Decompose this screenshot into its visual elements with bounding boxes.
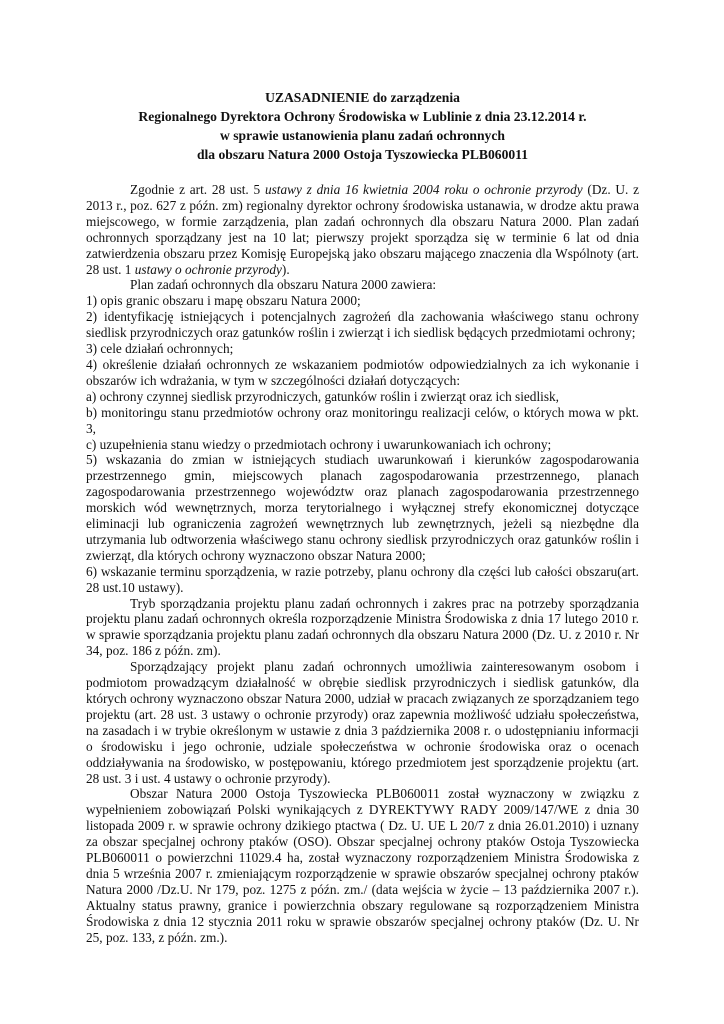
p1-text-e: ). bbox=[281, 261, 290, 277]
title-line-3: w sprawie ustanowienia planu zadań ochronnych bbox=[220, 128, 505, 143]
document-body bbox=[86, 182, 639, 946]
paragraph-procedure: Tryb sporządzania projektu planu zadań ochronnych i zakres prac na potrzeby sporządzania projektu planu zadań ochronnych określa rozporządzenie Ministra Środowiska z dnia 17 lutego 2010 r. w sprawie sporządzania projektu planu zadań ochronnych dla obszaru Natura 2000 (Dz. U. z 2010 r. Nr 34, poz. 186 z późn. zm). bbox=[86, 595, 639, 659]
p1-text-c: (Dz. U. z 2013 r., poz. 627 z późn. zm) regionalny dyrektor ochrony środowiska ustanawia, w drodze aktu prawa miejscowego, w formie zarządzenia, plan zadań ochronnych dla obszaru Natura 2000. Plan zadań ochronnych sporządzany jest na 10 lat; pierwszy projekt sporządza się w terminie 6 lat od dnia zatwierdzenia obszaru przez Komisję Europejską jako obszaru mającego znaczenia dla Wspólnoty (art. 28 ust. 1 bbox=[86, 182, 640, 277]
title-line-1: UZASADNIENIE do zarządzenia bbox=[265, 90, 460, 105]
paragraph-legal-basis bbox=[86, 182, 639, 277]
list-item-2: 2) identyfikację istniejących i potencjalnych zagrożeń dla zachowania właściwego stanu ochrony siedlisk przyrodniczych oraz gatunków roślin i zwierząt i ich siedlisk będących przedmiotami ochrony; bbox=[86, 309, 639, 341]
list-item-4b: b) monitoringu stanu przedmiotów ochrony oraz monitoringu realizacji celów, o których mowa w pkt. 3, bbox=[86, 404, 639, 436]
list-item-4c: c) uzupełnienia stanu wiedzy o przedmiotach ochrony i uwarunkowaniach ich ochrony; bbox=[86, 436, 552, 452]
paragraph-plan-contents: Plan zadań ochronnych dla obszaru Natura 2000 zawiera: bbox=[130, 277, 437, 293]
paragraph-area-status: Obszar Natura 2000 Ostoja Tyszowiecka PLB060011 został wyznaczony w związku z wypełnieniem zobowiązań Polski wynikających z DYREKTYWY RADY 2009/147/WE z dnia 30 listopada 2009 r. w sprawie ochrony dzikiego ptactwa ( Dz. U. UE L 20/7 z dnia 26.01.2010) i uznany za obszar specjalnej ochrony ptaków (OSO). Obszar specjalnej ochrony ptaków Ostoja Tyszowiecka PLB060011 o powierzchni 11029.4 ha, został wyznaczony rozporządzeniem Ministra Środowiska z dnia 5 września 2007 r. zmieniającym rozporządzenie w sprawie obszarów specjalnej ochrony ptaków Natura 2000 /Dz.U. Nr 179, poz. 1275 z późn. zm./ (data wejścia w życie – 13 października 2007 r.). Aktualny status prawny, granice i powierzchnia obszary regulowane są rozporządzeniem Ministra Środowiska z dnia 12 stycznia 2011 roku w sprawie obszarów specjalnej ochrony ptaków (Dz. U. Nr 25, poz. 133, z późn. zm.). bbox=[86, 786, 639, 945]
paragraph-participation: Sporządzający projekt planu zadań ochronnych umożliwia zainteresowanym osobom i podmiotom prowadzącym działalność w obrębie siedlisk przyrodniczych i siedlisk gatunków, dla których ochrony wyznaczono obszar Natura 2000, udział w pracach związanych ze sporządzaniem tego projektu (art. 28 ust. 3 ustawy o ochronie przyrody) oraz zapewnia możliwość udziału społeczeństwa, na zasadach i w trybie określonym w ustawie z dnia 3 października 2008 r. o udostępnianiu informacji o środowisku i jego ochronie, udziale społeczeństwa w ochronie środowiska oraz o ocenach oddziaływania na środowisko, w postępowaniu, którego przedmiotem jest sporządzenie projektu (art. 28 ust. 3 i ust. 4 ustawy o ochronie przyrody). bbox=[86, 659, 639, 786]
list-item-4: 4) określenie działań ochronnych ze wskazaniem podmiotów odpowiedzialnych za ich wykonanie i obszarów ich wdrażania, w tym w szczególności działań dotyczących: bbox=[86, 356, 639, 388]
list-item-5: 5) wskazania do zmian w istniejących studiach uwarunkowań i kierunków zagospodarowania przestrzennego gmin, miejscowych planach zagospodarowania przestrzennego, planach zagospodarowania przestrzennego województw oraz planach zagospodarowania przestrzennego morskich wód wewnętrznych, morza terytorialnego i wyłącznej strefy ekonomicznej dotyczące eliminacji lub ograniczenia zagrożeń wewnętrznych lub zewnętrznych, jeżeli są niezbędne dla utrzymania lub odtworzenia właściwego stanu ochrony siedlisk przyrodniczych oraz gatunków roślin i zwierząt, dla których ochrony wyznaczono obszar Natura 2000; bbox=[86, 452, 639, 563]
list-item-4a: a) ochrony czynnej siedlisk przyrodniczych, gatunków roślin i zwierząt oraz ich siedlisk, bbox=[86, 388, 559, 404]
p1-text-a: Zgodnie z art. 28 ust. 5 bbox=[130, 182, 265, 197]
document-title bbox=[86, 88, 639, 164]
p1-act-short: ustawy o ochronie przyrody bbox=[134, 261, 282, 277]
title-line-2: Regionalnego Dyrektora Ochrony Środowiska w Lublinie z dnia 23.12.2014 r. bbox=[138, 109, 587, 124]
p1-act-title: ustawy z dnia 16 kwietnia 2004 roku o ochronie przyrody bbox=[264, 182, 583, 197]
list-item-6: 6) wskazanie terminu sporządzenia, w razie potrzeby, planu ochrony dla części lub całości obszaru(art. 28 ust.10 ustawy). bbox=[86, 563, 639, 595]
list-item-3: 3) cele działań ochronnych; bbox=[86, 341, 234, 357]
title-line-4: dla obszaru Natura 2000 Ostoja Tyszowiecka PLB060011 bbox=[196, 147, 529, 162]
list-item-1: 1) opis granic obszaru i mapę obszaru Natura 2000; bbox=[86, 293, 361, 309]
